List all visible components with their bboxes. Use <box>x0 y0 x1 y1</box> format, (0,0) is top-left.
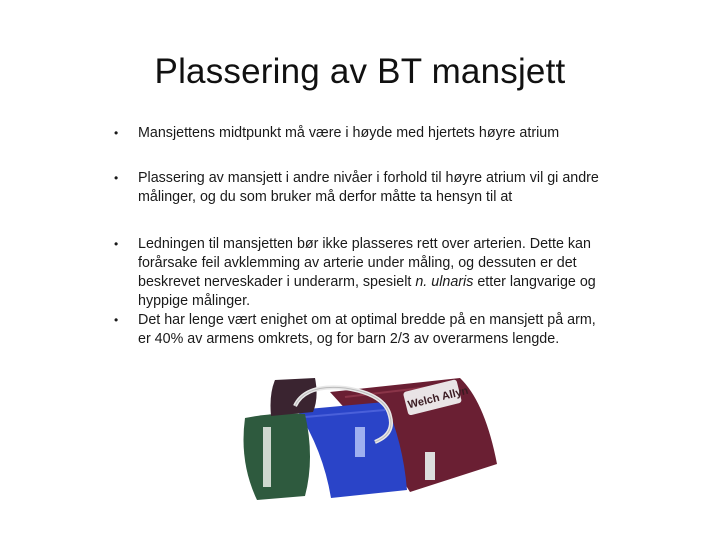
blood-pressure-cuffs-image <box>235 372 510 502</box>
brand-label: Welch Allyn <box>406 384 470 412</box>
bullet-item <box>112 235 612 311</box>
bullet-item <box>112 311 612 349</box>
small-cuff <box>244 414 311 501</box>
slide-title: Plassering av BT mansjett <box>154 52 566 91</box>
bullet-italic-text: n. ulnaris <box>415 274 474 290</box>
bullet-text: Ledningen til mansjetten bør ikke plasseres rett over arterien. Dette kan forårsake feil avklemming av arterie under måling, og dessuten er det beskrevet nerveskader i underarm, spesielt <box>138 236 591 290</box>
child-cuff <box>271 378 317 416</box>
bullet-list <box>112 124 612 349</box>
bullet-text: Plassering av mansjett i andre nivåer i forhold til høyre atrium vil gi andre målinger, og du som bruker må derfor måtte ta hensyn til at <box>138 170 599 205</box>
bullet-text: Det har lenge vært enighet om at optimal bredde på en mansjett på arm, er 40% av armens omkrets, og for barn 2/3 av overarmens lengde. <box>138 312 596 347</box>
bullet-item <box>112 124 612 143</box>
cuffs-illustration <box>235 372 510 502</box>
bullet-text: Mansjettens midtpunkt må være i høyde med hjertets høyre atrium <box>138 125 560 141</box>
bullet-item <box>112 169 612 207</box>
bullet-text: etter langvarige og hyppige målinger. <box>138 274 596 309</box>
